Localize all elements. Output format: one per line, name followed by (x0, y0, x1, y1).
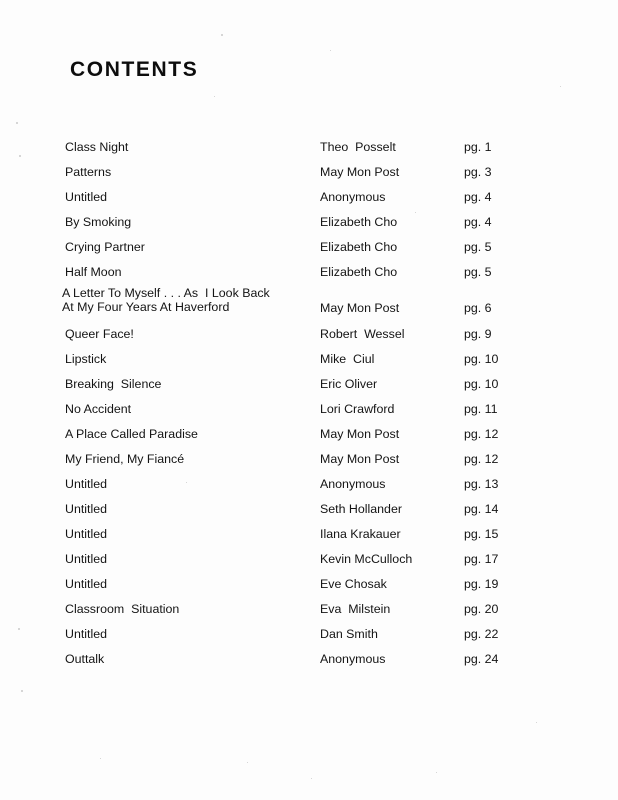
entry-author: May Mon Post (320, 452, 400, 466)
toc-entry-row (0, 215, 618, 240)
entry-author: Mike Ciul (320, 352, 375, 366)
scan-speck (436, 772, 437, 773)
table-of-contents (0, 140, 618, 677)
entry-title: Untitled (65, 477, 108, 491)
entry-author: Anonymous (320, 190, 386, 204)
entry-author: Seth Hollander (320, 502, 402, 516)
toc-entry-row (0, 602, 618, 627)
entry-title: Outtalk (65, 652, 105, 666)
entry-author: Eve Chosak (320, 577, 387, 591)
entry-page-number: pg. 24 (464, 652, 499, 666)
entry-page-number: pg. 12 (464, 427, 499, 441)
entry-title: Patterns (65, 165, 112, 179)
toc-entry-row (0, 552, 618, 577)
entry-author: Theo Posselt (320, 140, 396, 154)
entry-author: Robert Wessel (320, 327, 405, 341)
entry-page-number: pg. 11 (464, 402, 498, 416)
scan-speck (100, 758, 101, 759)
entry-page-number: pg. 22 (464, 627, 499, 641)
entry-title: Breaking Silence (65, 377, 162, 391)
entry-author: Anonymous (320, 652, 386, 666)
entry-title: Untitled (65, 627, 108, 641)
toc-entry-row (0, 286, 618, 327)
entry-page-number: pg. 6 (464, 301, 492, 315)
entry-author: Elizabeth Cho (320, 265, 398, 279)
entry-title: Untitled (65, 527, 108, 541)
scan-speck (536, 722, 537, 723)
entry-title: Queer Face! (65, 327, 134, 341)
entry-page-number: pg. 3 (464, 165, 492, 179)
entry-page-number: pg. 4 (464, 190, 492, 204)
entry-title: Untitled (65, 577, 108, 591)
scan-speck (560, 86, 561, 87)
entry-author: Anonymous (320, 477, 386, 491)
entry-author: Ilana Krakauer (320, 527, 401, 541)
entry-author: May Mon Post (320, 301, 400, 315)
scan-speck (330, 50, 331, 51)
entry-title: Lipstick (65, 352, 107, 366)
entry-page-number: pg. 5 (464, 265, 492, 279)
entry-title: Classroom Situation (65, 602, 180, 616)
toc-entry-row (0, 502, 618, 527)
entry-title: No Accident (65, 402, 132, 416)
entry-title: Class Night (65, 140, 129, 154)
entry-author: Elizabeth Cho (320, 240, 398, 254)
entry-page-number: pg. 10 (464, 377, 499, 391)
toc-entry-row (0, 352, 618, 377)
entry-author: Elizabeth Cho (320, 215, 398, 229)
entry-page-number: pg. 9 (464, 327, 492, 341)
toc-entry-row (0, 165, 618, 190)
entry-page-number: pg. 12 (464, 452, 499, 466)
entry-title: Untitled (65, 502, 108, 516)
toc-entry-row (0, 402, 618, 427)
entry-author: May Mon Post (320, 165, 400, 179)
entry-page-number: pg. 14 (464, 502, 499, 516)
entry-author: May Mon Post (320, 427, 400, 441)
entry-page-number: pg. 10 (464, 352, 499, 366)
entry-title (62, 286, 270, 314)
entry-title: My Friend, My Fiancé (65, 452, 185, 466)
entry-title: Crying Partner (65, 240, 145, 254)
toc-entry-row (0, 452, 618, 477)
scan-speck (21, 690, 23, 692)
entry-page-number: pg. 13 (464, 477, 499, 491)
entry-author: Eva Milstein (320, 602, 391, 616)
scan-speck (221, 34, 223, 36)
entry-page-number: pg. 15 (464, 527, 499, 541)
entry-page-number: pg. 19 (464, 577, 499, 591)
toc-entry-row (0, 327, 618, 352)
scan-speck (247, 762, 248, 763)
entry-title: Untitled (65, 190, 108, 204)
scan-speck (311, 778, 312, 779)
toc-entry-row (0, 477, 618, 502)
toc-entry-row (0, 377, 618, 402)
entry-page-number: pg. 20 (464, 602, 499, 616)
entry-author: Kevin McCulloch (320, 552, 413, 566)
entry-title: A Place Called Paradise (65, 427, 198, 441)
toc-entry-row (0, 652, 618, 677)
scan-speck (16, 122, 18, 124)
entry-title-line-1: A Letter To Myself . . . As I Look Back (62, 286, 270, 300)
toc-entry-row (0, 527, 618, 552)
toc-entry-row (0, 240, 618, 265)
entry-page-number: pg. 5 (464, 240, 492, 254)
entry-author: Lori Crawford (320, 402, 395, 416)
entry-title: By Smoking (65, 215, 132, 229)
scan-speck (214, 96, 215, 97)
entry-page-number: pg. 4 (464, 215, 492, 229)
entry-page-number: pg. 1 (464, 140, 492, 154)
entry-author: Eric Oliver (320, 377, 378, 391)
entry-title: Untitled (65, 552, 108, 566)
page-title: CONTENTS (70, 58, 199, 81)
toc-entry-row (0, 190, 618, 215)
toc-entry-row (0, 140, 618, 165)
entry-page-number: pg. 17 (464, 552, 499, 566)
toc-entry-row (0, 427, 618, 452)
entry-title: Half Moon (65, 265, 122, 279)
entry-author: Dan Smith (320, 627, 378, 641)
toc-entry-row (0, 577, 618, 602)
entry-title-line-2: At My Four Years At Haverford (62, 300, 230, 314)
toc-entry-row (0, 627, 618, 652)
